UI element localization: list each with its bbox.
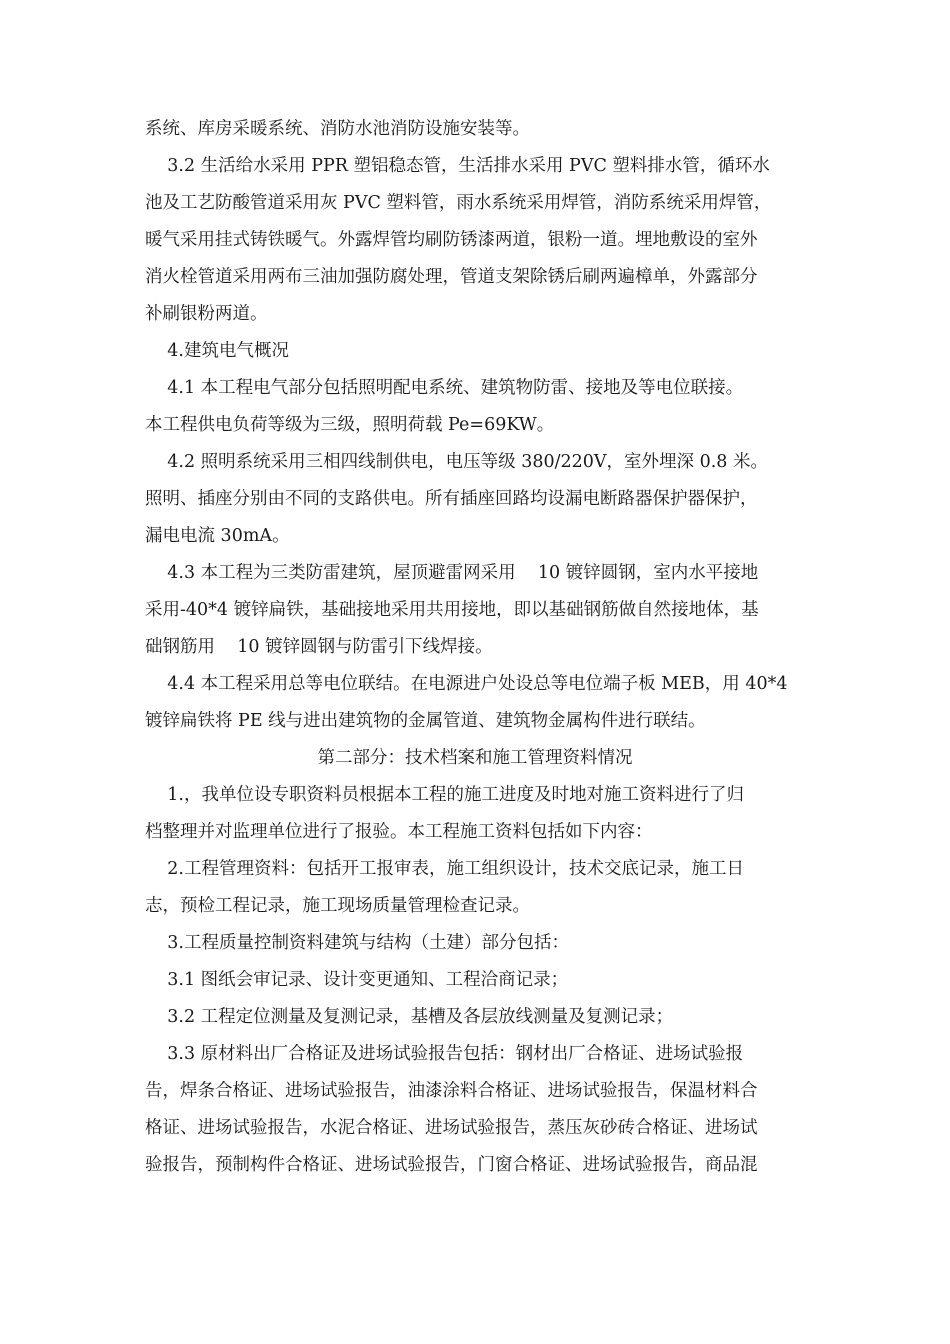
text-line: 础钢筋用 10 镀锌圆钢与防雷引下线焊接。 xyxy=(145,637,493,657)
text-line: 2.工程管理资料：包括开工报审表，施工组织设计，技术交底记录，施工日 xyxy=(145,859,744,879)
text-line: 档整理并对监理单位进行了报验。本工程施工资料包括如下内容： xyxy=(145,822,653,842)
text-line: 3.工程质量控制资料建筑与结构（土建）部分包括： xyxy=(145,933,569,953)
text-line: 本工程供电负荷等级为三级，照明荷载 Pe=69KW。 xyxy=(145,415,555,435)
section-heading: 4.建筑电气概况 xyxy=(145,341,289,361)
text-line: 4.4 本工程采用总等电位联结。在电源进户处设总等电位端子板 MEB，用 40*4 xyxy=(145,674,788,694)
text-line: 补刷银粉两道。 xyxy=(145,304,268,324)
text-line: 1.，我单位设专职资料员根据本工程的施工进度及时地对施工资料进行了归 xyxy=(145,785,744,805)
text-line: 验报告，预制构件合格证、进场试验报告，门窗合格证、进场试验报告，商品混 xyxy=(145,1155,758,1175)
text-line: 3.2 生活给水采用 PPR 塑铝稳态管，生活排水采用 PVC 塑料排水管，循环水 xyxy=(145,156,770,176)
part-heading: 第二部分：技术档案和施工管理资料情况 xyxy=(317,748,633,768)
text-line: 照明、插座分别由不同的支路供电。所有插座回路均设漏电断路器保护器保护， xyxy=(145,489,758,509)
text-line: 采用-40*4 镀锌扁铁，基础接地采用共用接地，即以基础钢筋做自然接地体，基 xyxy=(145,600,759,620)
text-line: 4.1 本工程电气部分包括照明配电系统、建筑物防雷、接地及等电位联接。 xyxy=(145,378,744,398)
text-line: 池及工艺防酸管道采用灰 PVC 塑料管，雨水系统采用焊管，消防系统采用焊管， xyxy=(145,193,772,213)
text-line: 告，焊条合格证、进场试验报告，油漆涂料合格证、进场试验报告，保温材料合 xyxy=(145,1081,758,1101)
text-line: 3.2 工程定位测量及复测记录，基槽及各层放线测量及复测记录； xyxy=(145,1007,674,1027)
text-line: 3.3 原材料出厂合格证及进场试验报告包括：钢材出厂合格证、进场试验报 xyxy=(145,1044,744,1064)
text-line: 志，预检工程记录，施工现场质量管理检查记录。 xyxy=(145,896,530,916)
text-line: 4.3 本工程为三类防雷建筑，屋顶避雷网采用 10 镀锌圆钢，室内水平接地 xyxy=(145,563,759,583)
text-line: 3.1 图纸会审记录、设计变更通知、工程洽商记录； xyxy=(145,970,569,990)
text-line: 镀锌扁铁将 PE 线与进出建筑物的金属管道、建筑物金属构件进行联结。 xyxy=(145,711,706,731)
text-line: 消火栓管道采用两布三油加强防腐处理，管道支架除锈后刷两遍樟单，外露部分 xyxy=(145,267,758,287)
text-line: 4.2 照明系统采用三相四线制供电，电压等级 380/220V，室外埋深 0.8 米。 xyxy=(145,452,768,472)
text-line: 格证、进场试验报告，水泥合格证、进场试验报告，蒸压灰砂砖合格证、进场试 xyxy=(145,1118,758,1138)
text-line: 系统、库房采暖系统、消防水池消防设施安装等。 xyxy=(145,119,530,139)
text-line: 暖气采用挂式铸铁暖气。外露焊管均刷防锈漆两道，银粉一道。埋地敷设的室外 xyxy=(145,230,758,250)
text-line: 漏电电流 30mA。 xyxy=(145,526,290,546)
